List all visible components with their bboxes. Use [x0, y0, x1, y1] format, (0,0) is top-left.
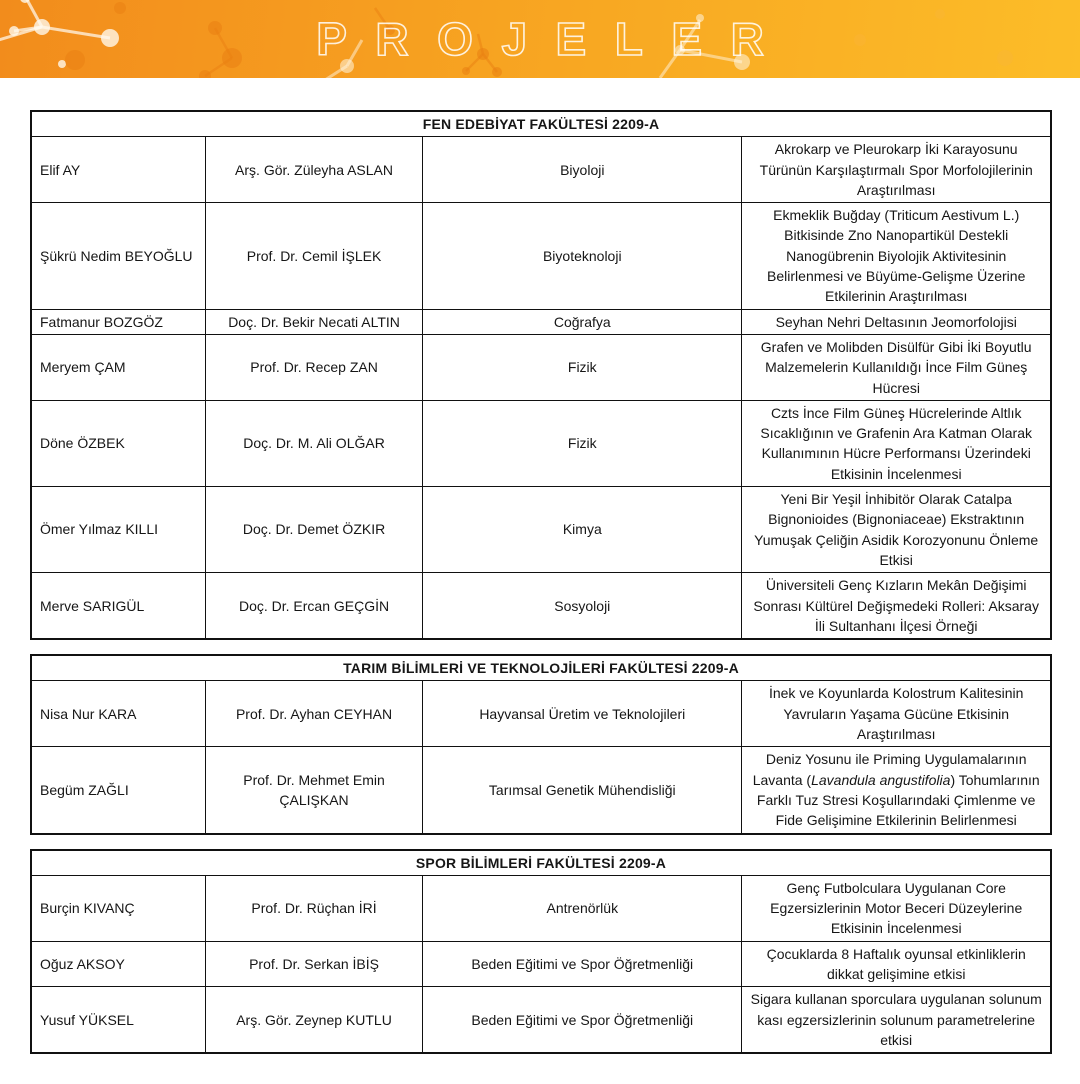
project-title-cell	[742, 309, 1051, 334]
table-row	[31, 203, 1051, 309]
department-cell: Sosyoloji	[423, 573, 742, 639]
project-title-cell	[742, 203, 1051, 309]
department-cell: Antrenörlük	[423, 875, 742, 941]
student-name-cell: Ömer Yılmaz KILLI	[31, 487, 205, 573]
advisor-cell: Prof. Dr. Ayhan CEYHAN	[205, 681, 422, 747]
table-row	[31, 334, 1051, 400]
faculty-table	[30, 849, 1052, 1055]
project-title-segment: Ekmeklik Buğday (Triticum Aestivum L.) Bitkisinde Zno Nanopartikül Destekli Nanogübrenin Biyolojik Aktivitesinin Belirlenmesi ve Büyüme-Gelişme Üzerine Etkilerinin Araştırılması	[767, 207, 1026, 305]
project-title-cell	[742, 941, 1051, 987]
student-name-cell: Döne ÖZBEK	[31, 400, 205, 486]
table-header-row	[31, 850, 1051, 876]
student-name-cell: Fatmanur BOZGÖZ	[31, 309, 205, 334]
project-title-segment: İnek ve Koyunlarda Kolostrum Kalitesinin Yavruların Yaşama Gücüne Etkisinin Araştırılması	[768, 685, 1024, 743]
project-title-segment: Çocuklarda 8 Haftalık oyunsal etkinliklerin dikkat gelişimine etkisi	[766, 945, 1026, 982]
faculty-table-title: FEN EDEBİYAT FAKÜLTESİ 2209-A	[31, 111, 1051, 137]
project-title-segment: Sigara kullanan sporculara uygulanan solunum kası egzersizlerinin solunum parametrelerine etkisi	[750, 991, 1042, 1048]
table-row	[31, 681, 1051, 747]
project-title-cell	[742, 137, 1051, 203]
project-title-segment: Yeni Bir Yeşil İnhibitör Olarak Catalpa Bignonioides (Bignoniaceae) Ekstraktının Yumuşak Çeliğin Asidik Korozyonunu Önleme Etkisi	[754, 491, 1039, 568]
table-row	[31, 573, 1051, 639]
advisor-cell: Prof. Dr. Recep ZAN	[205, 334, 422, 400]
project-title-segment: Lavandula angustifolia	[811, 771, 951, 788]
advisor-cell: Arş. Gör. Zeynep KUTLU	[205, 987, 422, 1053]
advisor-cell: Prof. Dr. Serkan İBİŞ	[205, 941, 422, 987]
student-name-cell: Nisa Nur KARA	[31, 681, 205, 747]
department-cell: Fizik	[423, 334, 742, 400]
faculty-table	[30, 654, 1052, 834]
table-row	[31, 875, 1051, 941]
project-title-segment: Akrokarp ve Pleurokarp İki Karayosunu Türünün Karşılaştırmalı Spor Morfolojilerinin Araştırılması	[759, 141, 1033, 198]
student-name-cell: Şükrü Nedim BEYOĞLU	[31, 203, 205, 309]
project-title-segment: Üniversiteli Genç Kızların Mekân Değişimi Sonrası Kültürel Değişmedeki Rolleri: Aksaray İli Sultanhanı İlçesi Örneği	[753, 577, 1039, 634]
project-title-segment: Deniz Yosunu ile Priming Uygulamalarının Lavanta (	[752, 751, 1027, 788]
faculty-table	[30, 110, 1052, 640]
table-row	[31, 400, 1051, 486]
project-title-cell	[742, 400, 1051, 486]
table-header-row	[31, 655, 1051, 681]
student-name-cell: Merve SARIGÜL	[31, 573, 205, 639]
project-title-segment: Genç Futbolculara Uygulanan Core Egzersizlerinin Motor Beceri Düzeylerine Etkisinin İncelenmesi	[770, 879, 1023, 937]
student-name-cell: Elif AY	[31, 137, 205, 203]
faculty-table-title: TARIM BİLİMLERİ VE TEKNOLOJİLERİ FAKÜLTESİ 2209-A	[31, 655, 1051, 681]
department-cell: Biyoteknoloji	[423, 203, 742, 309]
department-cell: Hayvansal Üretim ve Teknolojileri	[423, 681, 742, 747]
department-cell: Beden Eğitimi ve Spor Öğretmenliği	[423, 941, 742, 987]
tables-container	[0, 78, 1080, 1084]
department-cell: Tarımsal Genetik Mühendisliği	[423, 747, 742, 834]
project-title-cell	[742, 875, 1051, 941]
project-title-segment: Grafen ve Molibden Disülfür Gibi İki Boyutlu Malzemelerin Kullanıldığı İnce Film Güneş Hücresi	[760, 338, 1032, 396]
banner	[0, 0, 1080, 78]
student-name-cell: Yusuf YÜKSEL	[31, 987, 205, 1053]
advisor-cell: Doç. Dr. Ercan GEÇGİN	[205, 573, 422, 639]
project-title-segment: Seyhan Nehri Deltasının Jeomorfolojisi	[775, 313, 1017, 330]
table-row	[31, 987, 1051, 1053]
advisor-cell: Doç. Dr. Bekir Necati ALTIN	[205, 309, 422, 334]
table-header-row	[31, 111, 1051, 137]
table-row	[31, 941, 1051, 987]
project-title-segment: ) Tohumlarının Farklı Tuz Stresi Koşullarındaki Çimlenme ve Fide Gelişimine Etkilerinin Belirlenmesi	[756, 771, 1040, 829]
department-cell: Kimya	[423, 487, 742, 573]
advisor-cell: Arş. Gör. Züleyha ASLAN	[205, 137, 422, 203]
student-name-cell: Meryem ÇAM	[31, 334, 205, 400]
advisor-cell: Prof. Dr. Mehmet Emin ÇALIŞKAN	[205, 747, 422, 834]
faculty-table-title: SPOR BİLİMLERİ FAKÜLTESİ 2209-A	[31, 850, 1051, 876]
advisor-cell: Doç. Dr. Demet ÖZKIR	[205, 487, 422, 573]
project-title-cell	[742, 573, 1051, 639]
project-title-cell	[742, 334, 1051, 400]
table-row	[31, 747, 1051, 834]
advisor-cell: Prof. Dr. Cemil İŞLEK	[205, 203, 422, 309]
student-name-cell: Burçin KIVANÇ	[31, 875, 205, 941]
project-title-segment: Czts İnce Film Güneş Hücrelerinde Altlık Sıcaklığının ve Grafenin Ara Katman Olarak Kullanımının Hücre Performansı Üzerindeki Etkisinin İncelenmesi	[760, 404, 1032, 482]
project-title-cell	[742, 747, 1051, 834]
student-name-cell: Oğuz AKSOY	[31, 941, 205, 987]
advisor-cell: Doç. Dr. M. Ali OLĞAR	[205, 400, 422, 486]
department-cell: Fizik	[423, 400, 742, 486]
department-cell: Beden Eğitimi ve Spor Öğretmenliği	[423, 987, 742, 1053]
project-title-cell	[742, 681, 1051, 747]
department-cell: Coğrafya	[423, 309, 742, 334]
page-title: PROJELER	[316, 13, 793, 65]
student-name-cell: Begüm ZAĞLI	[31, 747, 205, 834]
table-row	[31, 487, 1051, 573]
table-row	[31, 137, 1051, 203]
department-cell: Biyoloji	[423, 137, 742, 203]
project-title-cell	[742, 487, 1051, 573]
advisor-cell: Prof. Dr. Rüçhan İRİ	[205, 875, 422, 941]
table-row	[31, 309, 1051, 334]
project-title-cell	[742, 987, 1051, 1053]
